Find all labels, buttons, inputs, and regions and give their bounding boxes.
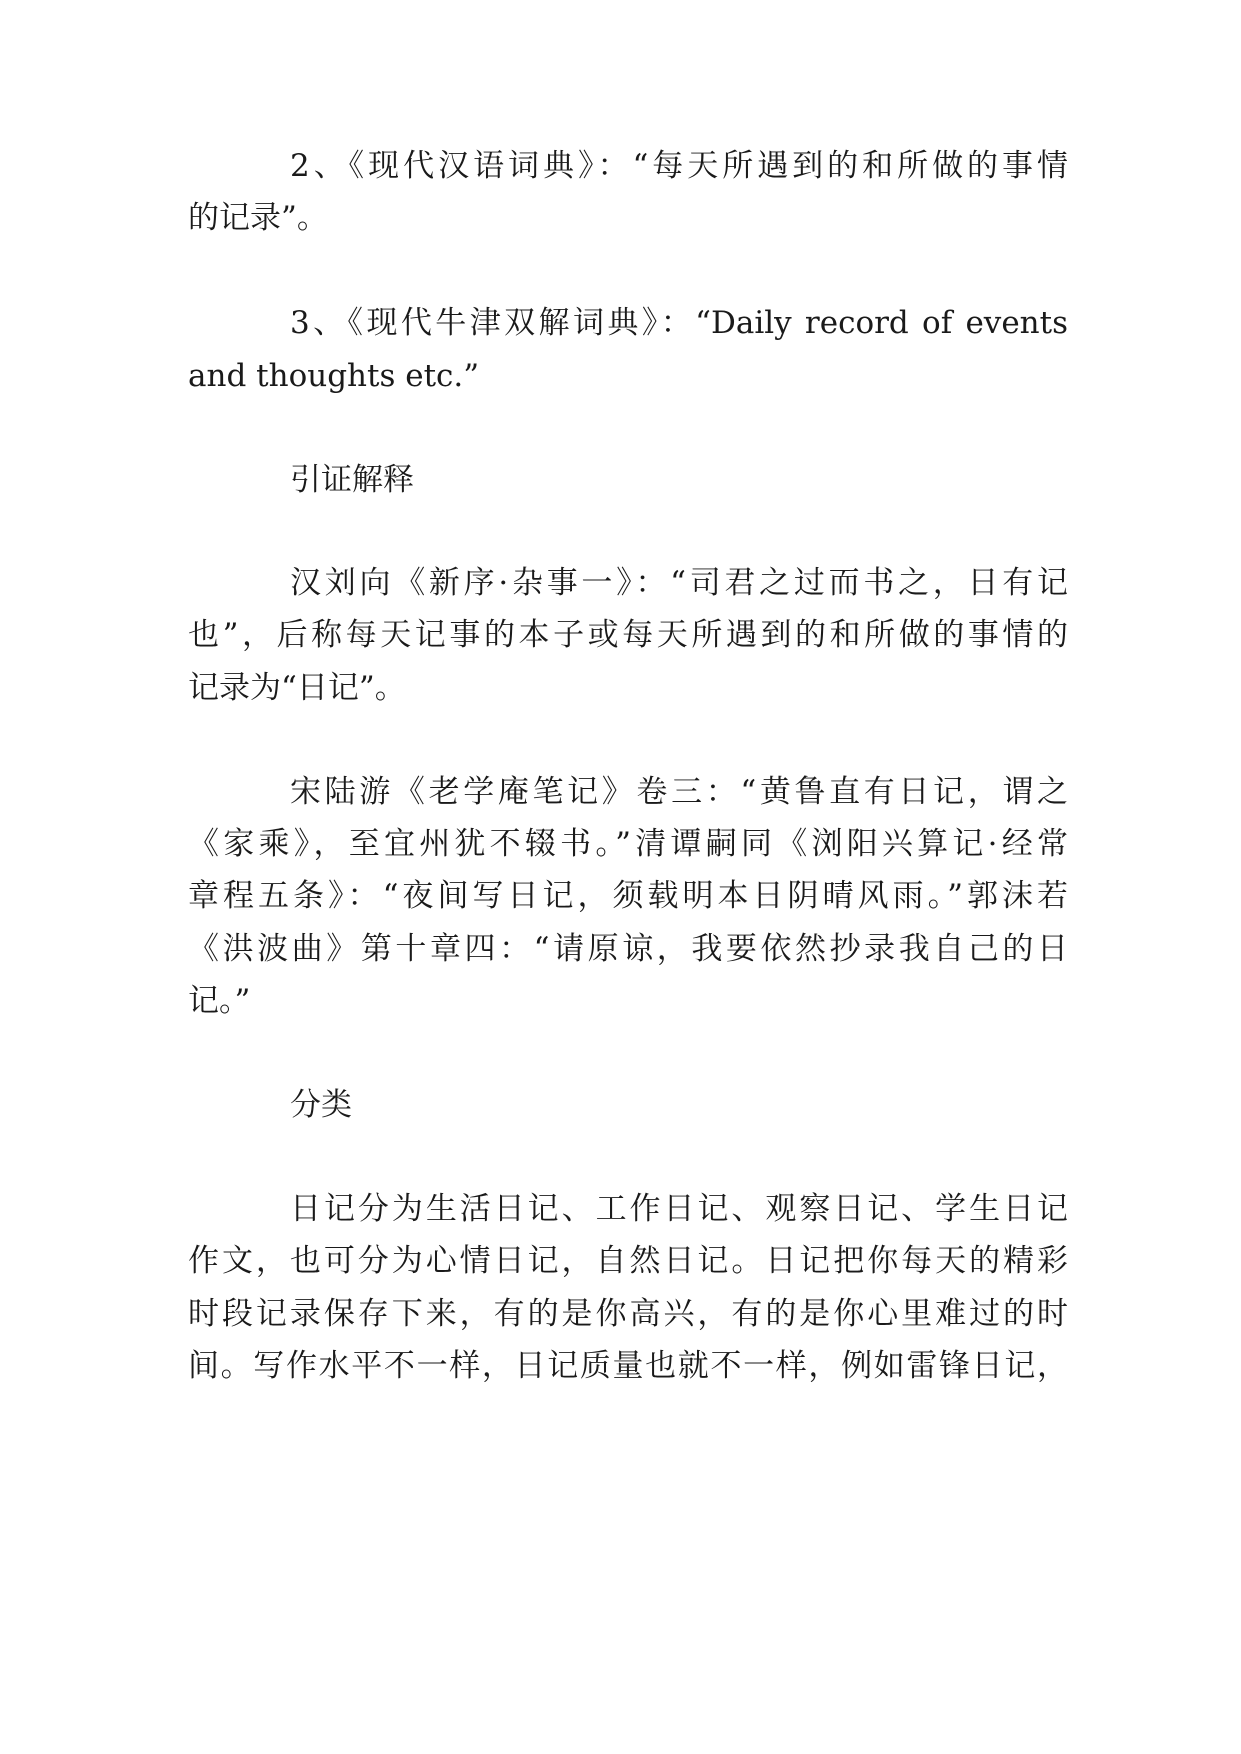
paragraph-line: 宋陆游《老学庵笔记》卷三：“黄鲁直有日记，谓之 [290, 774, 1068, 810]
paragraph-line: 汉刘向《新序·杂事一》：“司君之过而书之，日有记 [290, 565, 1068, 601]
paragraph-line: 时段记录保存下来，有的是你高兴，有的是你心里难过的时 [188, 1296, 1068, 1332]
paragraph-line: 记录为“日记”。 [188, 670, 406, 706]
paragraph-line: 间。写作水平不一样，日记质量也就不一样，例如雷锋日记， [188, 1348, 1068, 1384]
paragraph-line: 2、《现代汉语词典》：“每天所遇到的和所做的事情 [290, 148, 1068, 184]
paragraph-line: and thoughts etc.” [188, 358, 480, 394]
paragraph-line: 也”，后称每天记事的本子或每天所遇到的和所做的事情的 [188, 617, 1068, 653]
paragraph-line: 记。” [188, 983, 251, 1019]
paragraph-line: 《洪波曲》第十章四：“请原谅，我要依然抄录我自己的日 [188, 931, 1068, 967]
paragraph-line: 3、《现代牛津双解词典》：“Daily record of events [290, 305, 1068, 341]
paragraph-line: 作文，也可分为心情日记，自然日记。日记把你每天的精彩 [188, 1243, 1068, 1279]
section-heading: 分类 [290, 1087, 352, 1123]
paragraph-line: 章程五条》：“夜间写日记，须载明本日阴晴风雨。”郭沫若 [188, 878, 1068, 914]
paragraph-line: 的记录”。 [188, 200, 328, 236]
paragraph-line: 日记分为生活日记、工作日记、观察日记、学生日记 [290, 1191, 1068, 1227]
paragraph-line: 《家乘》，至宜州犹不辍书。”清谭嗣同《浏阳兴算记·经常 [188, 826, 1068, 862]
section-heading: 引证解释 [290, 462, 414, 498]
